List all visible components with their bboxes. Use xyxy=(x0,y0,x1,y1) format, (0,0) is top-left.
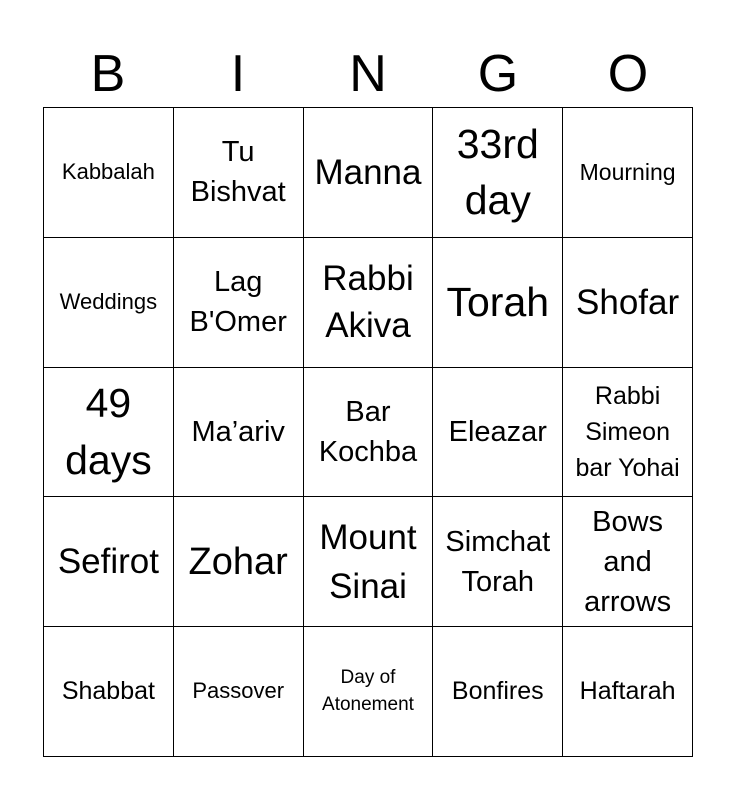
bingo-cell[interactable]: Ma’ariv xyxy=(174,368,304,498)
bingo-cell[interactable]: Sefirot xyxy=(44,497,174,627)
bingo-cell[interactable]: Eleazar xyxy=(433,368,563,498)
bingo-cell[interactable]: Bonfires xyxy=(433,627,563,757)
bingo-cell[interactable]: Kabbalah xyxy=(44,108,174,238)
bingo-header xyxy=(43,44,693,104)
bingo-cell[interactable]: Tu Bishvat xyxy=(174,108,304,238)
bingo-cell[interactable]: Haftarah xyxy=(563,627,693,757)
bingo-cell[interactable]: Rabbi Simeon bar Yohai xyxy=(563,368,693,498)
header-letter-n: N xyxy=(349,45,387,103)
bingo-cell[interactable]: Day of Atonement xyxy=(304,627,434,757)
bingo-cell[interactable]: Rabbi Akiva xyxy=(304,238,434,368)
header-letter-i: I xyxy=(230,45,246,103)
header-letter-o: O xyxy=(607,45,649,103)
bingo-cell[interactable]: Shofar xyxy=(563,238,693,368)
bingo-cell[interactable]: Bar Kochba xyxy=(304,368,434,498)
bingo-cell[interactable]: Weddings xyxy=(44,238,174,368)
bingo-board xyxy=(43,107,693,757)
bingo-cell[interactable]: Passover xyxy=(174,627,304,757)
bingo-cell[interactable]: Shabbat xyxy=(44,627,174,757)
bingo-cell[interactable]: Zohar xyxy=(174,497,304,627)
bingo-cell[interactable]: Mourning xyxy=(563,108,693,238)
bingo-cell[interactable]: Torah xyxy=(433,238,563,368)
bingo-cell[interactable]: Manna xyxy=(304,108,434,238)
header-letter-g: G xyxy=(477,45,519,103)
bingo-cell[interactable]: Simchat Torah xyxy=(433,497,563,627)
bingo-cell[interactable]: 33rd day xyxy=(433,108,563,238)
bingo-cell[interactable]: 49 days xyxy=(44,368,174,498)
header-letter-b: B xyxy=(90,45,126,103)
bingo-cell[interactable]: Mount Sinai xyxy=(304,497,434,627)
bingo-cell[interactable]: Bows and arrows xyxy=(563,497,693,627)
bingo-cell[interactable]: Lag B'Omer xyxy=(174,238,304,368)
